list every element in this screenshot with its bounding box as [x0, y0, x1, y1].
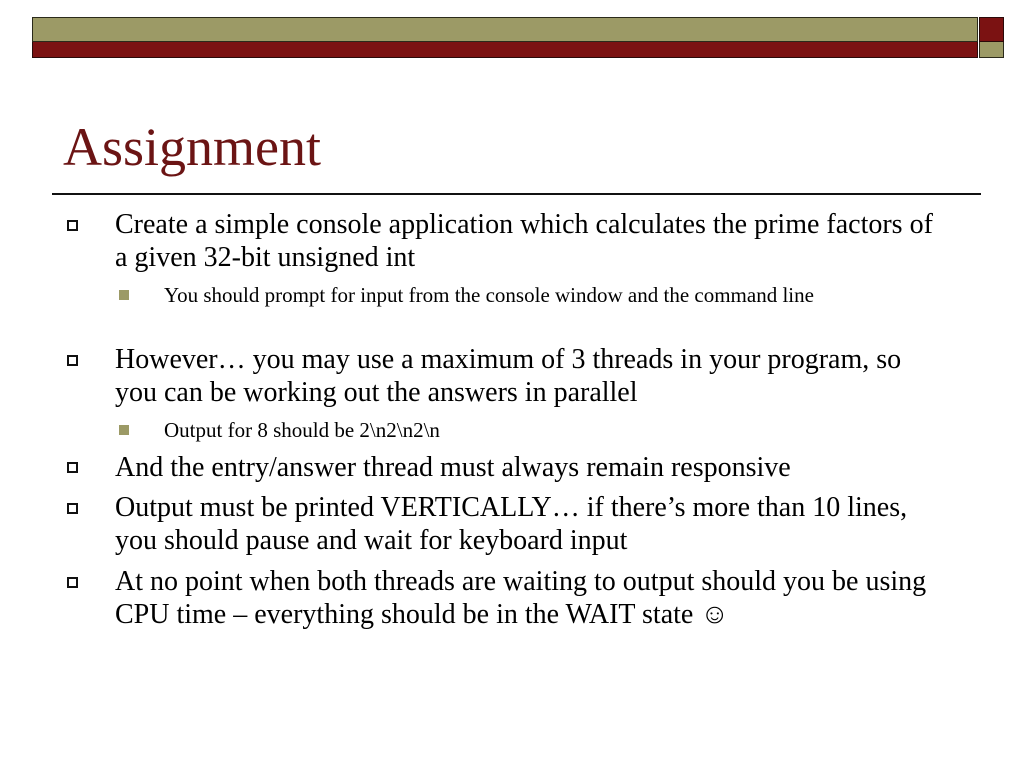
filled-square-bullet-icon [119, 290, 129, 300]
hollow-square-bullet-icon [67, 355, 78, 366]
header-square-olive [979, 42, 1004, 58]
header-bar-maroon [32, 42, 978, 58]
bullet-item: And the entry/answer thread must always remain responsive [115, 452, 791, 483]
hollow-square-bullet-icon [67, 220, 78, 231]
sub-bullet-item: Output for 8 should be 2\n2\n2\n [164, 418, 440, 442]
title-divider [52, 193, 981, 195]
bullet-item: At no point when both threads are waiting to output should you be using CPU time – everything should be in the WAIT state ☺ [115, 566, 927, 630]
header-square-maroon [979, 17, 1004, 42]
filled-square-bullet-icon [119, 425, 129, 435]
bullet-item: Output must be printed VERTICALLY… if there’s more than 10 lines, you should pause and wait for keyboard input [115, 492, 908, 556]
hollow-square-bullet-icon [67, 462, 78, 473]
header-bar-olive [32, 17, 978, 42]
bullet-item: However… you may use a maximum of 3 threads in your program, so you can be working out the answers in parallel [115, 344, 902, 408]
hollow-square-bullet-icon [67, 503, 78, 514]
hollow-square-bullet-icon [67, 577, 78, 588]
sub-bullet-item: You should prompt for input from the console window and the command line [164, 283, 814, 307]
bullet-item: Create a simple console application which calculates the prime factors of a given 32-bit unsigned int [115, 209, 933, 273]
slide-title: Assignment [63, 117, 322, 177]
